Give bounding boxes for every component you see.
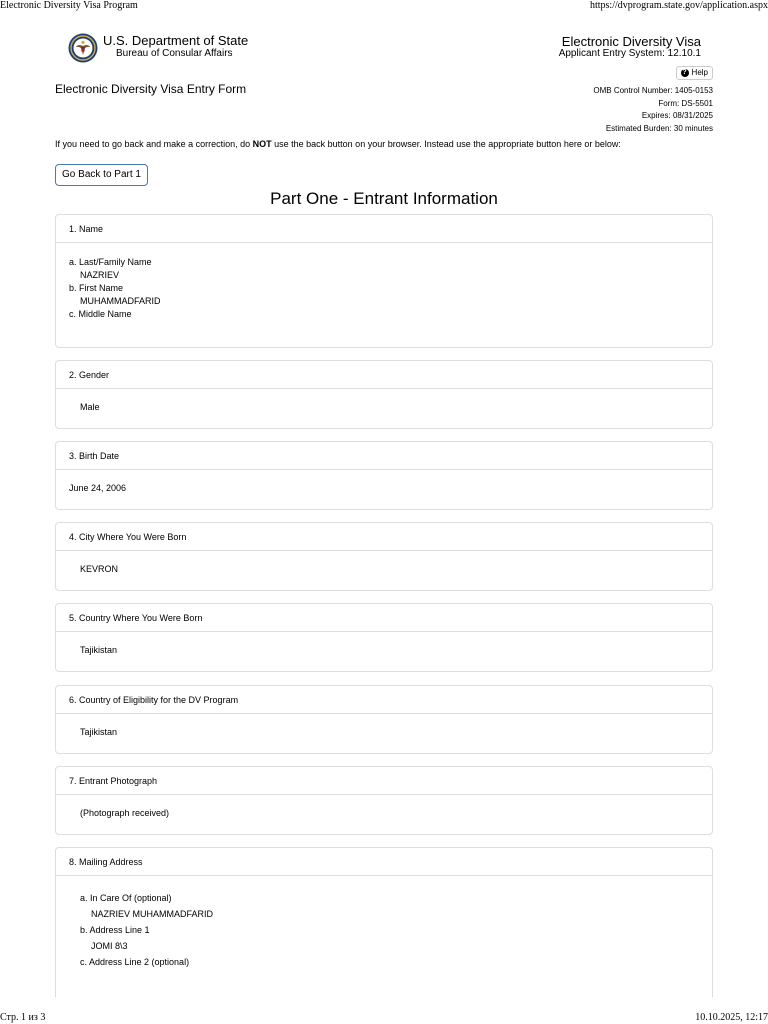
form-title: Electronic Diversity Visa Entry Form (55, 82, 247, 96)
birth-country-panel (55, 603, 713, 672)
instruction-text-after: use the back button on your browser. Instead use the appropriate button here or below: (271, 139, 621, 149)
first-name-value: MUHAMMADFARID (80, 296, 161, 306)
estimated-burden: Estimated Burden: 30 minutes (605, 124, 713, 134)
photograph-status: (Photograph received) (80, 808, 170, 818)
address-line1-label: b. Address Line 1 (80, 925, 150, 935)
print-footer-datetime: 10.10.2025, 12:17 (695, 1012, 768, 1023)
address-line2-label: c. Address Line 2 (optional) (80, 957, 190, 967)
birth-city-panel (55, 522, 713, 591)
help-button-label: Help (691, 68, 708, 77)
name-panel (55, 214, 713, 348)
department-seal-icon (68, 33, 98, 63)
print-header-title: Electronic Diversity Visa Program (0, 0, 138, 11)
form-number: Form: DS-5501 (658, 98, 713, 108)
care-of-label: a. In Care Of (optional) (80, 893, 172, 903)
name-panel-heading: 1. Name (56, 215, 712, 243)
eligibility-country-value: Tajikistan (80, 727, 118, 737)
print-footer-page: Стр. 1 из 3 (0, 1012, 46, 1023)
instruction-text-before: If you need to go back and make a correction, do (55, 139, 253, 149)
print-header-url: https://dvprogram.state.gov/application.aspx (589, 0, 768, 11)
birth-city-value: KEVRON (80, 564, 119, 574)
photograph-panel-heading: 7. Entrant Photograph (56, 767, 712, 795)
birth-date-value: June 24, 2006 (69, 483, 127, 493)
first-name-label: b. First Name (69, 283, 124, 293)
bureau-name: Bureau of Consular Affairs (116, 48, 233, 59)
eligibility-country-panel (55, 685, 713, 754)
address-line1-value: JOMI 8\3 (91, 941, 128, 951)
photograph-panel (55, 766, 713, 835)
last-name-value: NAZRIEV (80, 270, 120, 280)
help-button[interactable] (676, 66, 713, 80)
eligibility-country-panel-heading: 6. Country of Eligibility for the DV Program (56, 686, 712, 714)
omb-info (593, 85, 713, 136)
help-question-icon: ? (682, 69, 687, 76)
expiration-date: Expires: 08/31/2025 (641, 111, 713, 121)
gender-panel-heading: 2. Gender (56, 361, 712, 389)
middle-name-label: c. Middle Name (69, 309, 132, 319)
go-back-to-part1-button[interactable]: Go Back to Part 1 (55, 164, 148, 186)
gender-value: Male (80, 402, 100, 412)
gender-panel (55, 360, 713, 429)
instruction-emphasis: NOT (252, 139, 272, 149)
mailing-address-panel-heading: 8. Mailing Address (56, 848, 712, 876)
last-name-label: a. Last/Family Name (69, 257, 152, 267)
birth-country-panel-heading: 5. Country Where You Were Born (56, 604, 712, 632)
application-title: Electronic Diversity Visa (561, 34, 701, 49)
birth-date-panel (55, 441, 713, 510)
care-of-value: NAZRIEV MUHAMMADFARID (91, 909, 214, 919)
mailing-address-panel (55, 847, 713, 997)
omb-control-number: OMB Control Number: 1405-0153 (593, 86, 713, 95)
back-instruction (55, 139, 621, 149)
part-title: Part One - Entrant Information (270, 189, 498, 208)
department-name: U.S. Department of State (103, 33, 249, 48)
birth-date-panel-heading: 3. Birth Date (56, 442, 712, 470)
birth-city-panel-heading: 4. City Where You Were Born (56, 523, 712, 551)
application-version: Applicant Entry System: 12.10.1 (558, 48, 701, 59)
birth-country-value: Tajikistan (80, 645, 118, 655)
